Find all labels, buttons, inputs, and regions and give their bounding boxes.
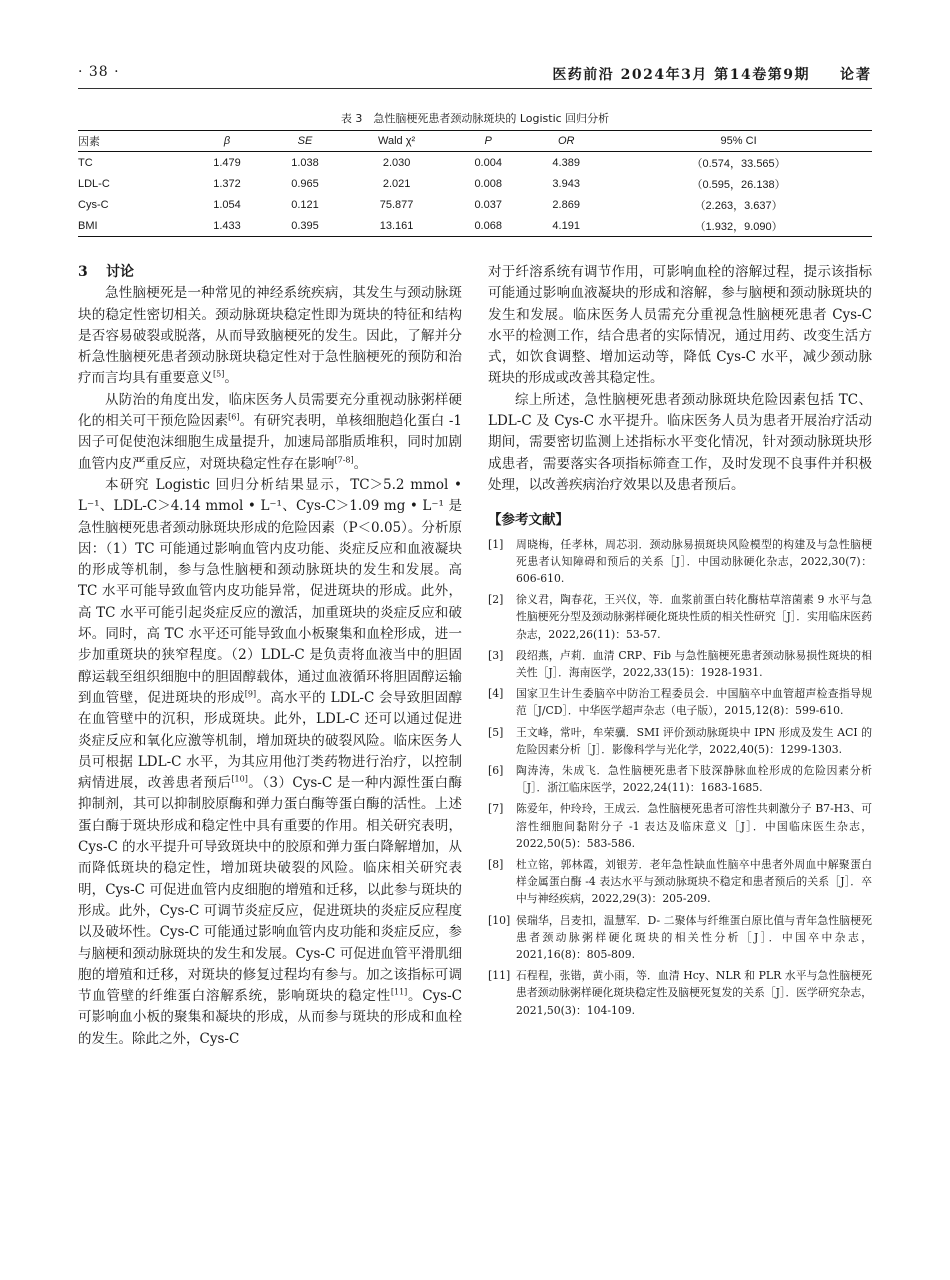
table-cell: 2.021 xyxy=(382,178,411,190)
citation[interactable]: [11] xyxy=(390,987,408,997)
reference-item xyxy=(488,967,872,1019)
paragraph-text: 本研究 Logistic 回归分析结果显示，TC＞5.2 mmol • L⁻¹、LDL-C＞4.14 mmol • L⁻¹、Cys-C＞1.09 mg • L⁻¹ 是急性脑梗死患者颈动脉斑块形成的危险因素（P＜0.05）。分析原因：（1）TC 可能通过影响血管内皮功能、炎症反应和血液凝块的形成等机制，参与急性脑梗和颈动脉斑块的发生和发展。高 TC 水平可能导致血管内皮功能异常，促进斑块的形成。此外，高 TC 水平可能引起炎症反应的激活，加重斑块的炎症反应和破坏。同时，高 TC 水平还可能导致血小板聚集和血栓形成，进一步加重斑块的狭窄程度。（2）LDL-C 是负责将血液当中的胆固醇运载至组织细胞中的胆固醇载体，通过血液循环将胆固醇运输到血管壁，促进斑块的形成 xyxy=(78,476,462,706)
table-cell: 75.877 xyxy=(379,199,414,211)
table-cell: 0.004 xyxy=(474,157,502,169)
reference-text: 段绍燕，卢莉．血清 CRP、Fib 与急性脑梗死患者颈动脉易损性斑块的相关性［J］．海南医学，2022,33(15)：1928-1931. xyxy=(516,648,872,679)
reference-number: [1] xyxy=(488,537,504,551)
table-cell: （2.263，3.637） xyxy=(694,200,783,212)
col-header-wald: Wald χ² xyxy=(344,131,449,152)
table-cell: 3.943 xyxy=(552,178,580,190)
paragraph-text: 急性脑梗死是一种常见的神经系统疾病，其发生与颈动脉斑块的稳定性密切相关。颈动脉斑块稳定性即为斑块的特征和结构是否容易破裂或脱落，从而导致脑梗死的发生。因此，了解并分析急性脑梗死患者颈动脉斑块稳定性对于急性脑梗死的预防和治疗而言均具有重要意义 xyxy=(78,285,462,387)
citation[interactable]: [9] xyxy=(244,689,257,699)
right-column xyxy=(488,262,872,1019)
reference-number: [3] xyxy=(488,648,504,662)
table-cell: 0.068 xyxy=(449,215,527,237)
table-cell: （1.932，9.090） xyxy=(605,215,872,237)
reference-number: [6] xyxy=(488,764,504,777)
references-title: 【参考文献】 xyxy=(488,512,569,529)
table-cell: Cys-C xyxy=(78,199,109,211)
paragraph-text: 。（3）Cys-C 是一种内源性蛋白酶抑制剂，其可以抑制胶原酶和弹力蛋白酶等蛋白酶的活性。上述蛋白酶于斑块形成和稳定性中具有重要的作用。相关研究表明，Cys-C 的水平提升可导致斑块中的胶原和弹力蛋白降解增加，从而降低斑块的稳定性，增加斑块破裂的风险。临床相关研究表明，Cys-C 可促进血管内皮细胞的增殖和迁移，以此参与斑块的形成。此外，Cys-C 可调节炎症反应，促进斑块的炎症反应程度以及破坏性。Cys-C 可能通过影响血管内皮功能和炎症反应，参与脑梗和颈动脉斑块的发生和发展。Cys-C 可促进血管平滑肌细胞的增殖和迁移，对斑块的修复过程均有参与。加之该指标可调节血管壁的纤维蛋白溶解系统，影响斑块的稳定性 xyxy=(78,775,463,1005)
table-cell: 0.037 xyxy=(474,199,502,211)
table-cell: 1.372 xyxy=(213,178,241,190)
paragraph-text: 。 xyxy=(353,455,368,472)
table-cell: （0.574，33.565） xyxy=(691,158,786,170)
paragraph-text: 。高水平的 LDL-C 会导致胆固醇在血管壁中的沉积，形成斑块。此外，LDL-C 还可以通过促进炎症反应和氧化应激等机制，增加斑块的破裂风险。临床医务人员可根据 LDL-C 水平，为其应用他汀类药物进行治疗，以控制病情进展，改善患者预后 xyxy=(78,689,462,792)
table-caption: 表 3 急性脑梗死患者颈动脉斑块的 Logistic 回归分析 xyxy=(340,112,610,125)
section-title: 讨论 xyxy=(106,264,134,280)
paragraph xyxy=(78,390,462,475)
header-rule xyxy=(78,88,872,89)
table-row xyxy=(78,215,872,237)
col-header-p: P xyxy=(449,131,527,152)
paragraph xyxy=(488,390,872,496)
table-cell: 1.479 xyxy=(213,157,241,169)
table-cell: BMI xyxy=(78,215,188,237)
running-header xyxy=(78,64,872,86)
table-cell: 1.038 xyxy=(291,157,319,169)
table-cell: 13.161 xyxy=(344,215,449,237)
section-number: 3 xyxy=(78,264,88,280)
col-header-ci: 95% CI xyxy=(605,131,872,152)
table-cell: 1.433 xyxy=(188,215,266,237)
table-header-row xyxy=(78,131,872,152)
reference-item xyxy=(488,685,872,719)
table-cell: 2.869 xyxy=(552,199,580,211)
journal-info: 医药前沿 2024年3月 第14卷第9期 xyxy=(552,67,810,83)
reference-item xyxy=(488,591,872,643)
table-cell: 4.389 xyxy=(552,157,580,169)
section-heading xyxy=(78,262,462,283)
reference-number: [2] xyxy=(488,593,504,607)
paragraph-text: 综上所述，急性脑梗死患者颈动脉斑块危险因素包括 TC、LDL-C 及 Cys-C 水平提升。临床医务人员为患者开展治疗活动期间，需要密切监测上述指标水平变化情况，针对颈动脉斑块形成患者，需要落实各项指标筛查工作，及时发现不良事件并积极处理，以改善疾病治疗效果以及患者预后。 xyxy=(488,391,872,493)
reference-text: 陈爱年，仲玲玲，王成云．急性脑梗死患者可溶性共刺激分子 B7-H3、可溶性细胞间黏附分子 -1 表达及临床意义［J］．中国临床医生杂志，2022,50(5)：583-586. xyxy=(516,802,872,850)
reference-item xyxy=(488,856,872,908)
paragraph-text: 。有研究表明，单核细胞趋化蛋白 -1 因子可促使泡沫细胞生成量提升，加速局部脂质堆积，同时加剧血管内皮严重反应，对斑块稳定性存在影响 xyxy=(78,413,462,472)
citation[interactable]: [7-8] xyxy=(334,455,354,465)
paragraph-continued xyxy=(488,262,872,390)
col-header-se: SE xyxy=(266,131,344,152)
reference-item xyxy=(488,912,872,964)
reference-number: [5] xyxy=(488,725,504,739)
reference-text: 国家卫生计生委脑卒中防治工程委员会．中国脑卒中血管超声检查指导规范［J/CD］．中华医学超声杂志（电子版），2015,12(8)：599-610. xyxy=(516,687,872,718)
reference-text: 石程程，张锴，黄小雨，等．血清 Hcy、NLR 和 PLR 水平与急性脑梗死患者颈动脉粥样硬化斑块稳定性及脑梗死复发的关系［J］．医学研究杂志，2021,50(3)：104-109. xyxy=(516,969,872,1017)
table-cell: TC xyxy=(78,157,93,169)
table-cell: （0.595，26.138） xyxy=(691,179,786,191)
table-cell: 0.008 xyxy=(474,178,502,190)
col-header-factor: 因素 xyxy=(78,131,188,152)
paragraph xyxy=(78,475,462,1050)
logistic-regression-table xyxy=(78,130,872,237)
table-cell: 4.191 xyxy=(527,215,605,237)
reference-item xyxy=(488,800,872,852)
citation[interactable]: [6] xyxy=(228,412,240,422)
table-cell: 0.121 xyxy=(291,199,319,211)
reference-text: 杜立铭，郭林霞，刘银芳．老年急性缺血性脑卒中患者外周血中解聚蛋白样金属蛋白酶 -4 表达水平与颈动脉斑块不稳定和患者预后的关系［J］．卒中与神经疾病，2022,29(3)：205-209. xyxy=(516,858,872,906)
col-header-beta: β xyxy=(188,131,266,152)
reference-item xyxy=(488,536,872,588)
reference-text: 陶涛涛，朱成飞．急性脑梗死患者下肢深静脉血栓形成的危险因素分析［J］．浙江临床医学，2022,24(11)：1683-1685. xyxy=(516,764,872,795)
reference-number: [8] xyxy=(488,858,504,872)
table-cell: 0.395 xyxy=(266,215,344,237)
table-cell: 0.965 xyxy=(291,178,319,190)
paragraph-text: 。Cys-C 可影响血小板的聚集和凝块的形成，从而参与斑块的形成和血栓的发生。除此之外，Cys-C xyxy=(78,988,462,1047)
reference-number: [7] xyxy=(488,802,504,816)
table-row xyxy=(78,173,872,194)
paragraph-text: 从防治的角度出发，临床医务人员需要充分重视动脉粥样硬化的相关可干预危险因素 xyxy=(78,391,462,430)
reference-list xyxy=(488,536,872,1019)
citation[interactable]: [5] xyxy=(213,369,225,379)
paragraph xyxy=(78,283,462,389)
table-cell: 1.054 xyxy=(213,199,241,211)
section-tag: 论著 xyxy=(840,67,872,83)
reference-text: 王文峰，常叶，牟荣骥．SMI 评价颈动脉斑块中 IPN 形成及发生 ACI 的危险因素分析［J］．影像科学与光化学，2022,40(5)：1299-1303. xyxy=(516,725,872,756)
reference-text: 侯瑞华，吕麦扣，温慧军．D- 二聚体与纤维蛋白原比值与青年急性脑梗死患者颈动脉粥样硬化斑块的相关性分析［J］．中国卒中杂志，2021,16(8)：805-809. xyxy=(516,913,872,962)
col-header-or: OR xyxy=(527,131,605,152)
table-cell: LDL-C xyxy=(78,178,110,190)
paragraph-text: 对于纤溶系统有调节作用，可影响血栓的溶解过程，提示该指标可能通过影响血液凝块的形成和溶解，参与脑梗和颈动脉斑块的发生和发展。临床医务人员需充分重视急性脑梗死患者 Cys-C 水平的检测工作，结合患者的实际情况，通过用药、改变生活方式，如饮食调整、增加运动等，降低 Cys-C 水平，减少颈动脉斑块的形成或改善其稳定性。 xyxy=(488,264,872,387)
reference-number: [11] xyxy=(488,969,511,983)
page-number: · 38 · xyxy=(78,64,120,80)
reference-text: 周晓梅，任孝林，周芯羽．颈动脉易损斑块风险模型的构建及与急性脑梗死患者认知障碍和预后的关系［J］．中国动脉硬化杂志，2022,30(7)：606-610. xyxy=(516,537,872,585)
left-column xyxy=(78,262,462,1050)
paragraph-text: 。 xyxy=(224,370,238,387)
table-row xyxy=(78,194,872,215)
reference-number: [4] xyxy=(488,687,504,701)
reference-number: [10] xyxy=(488,913,511,927)
reference-item xyxy=(488,724,872,758)
citation[interactable]: [10] xyxy=(231,774,248,784)
table-cell: 2.030 xyxy=(382,157,411,169)
reference-item xyxy=(488,762,872,796)
table-row xyxy=(78,152,872,174)
reference-text: 徐义君，陶春花，王兴仪，等．血浆前蛋白转化酶枯草溶菌素 9 水平与急性脑梗死分型及颈动脉粥样硬化斑块性质的相关性研究［J］．实用临床医药杂志，2022,26(11)：53-57. xyxy=(516,593,872,641)
reference-item xyxy=(488,647,872,681)
